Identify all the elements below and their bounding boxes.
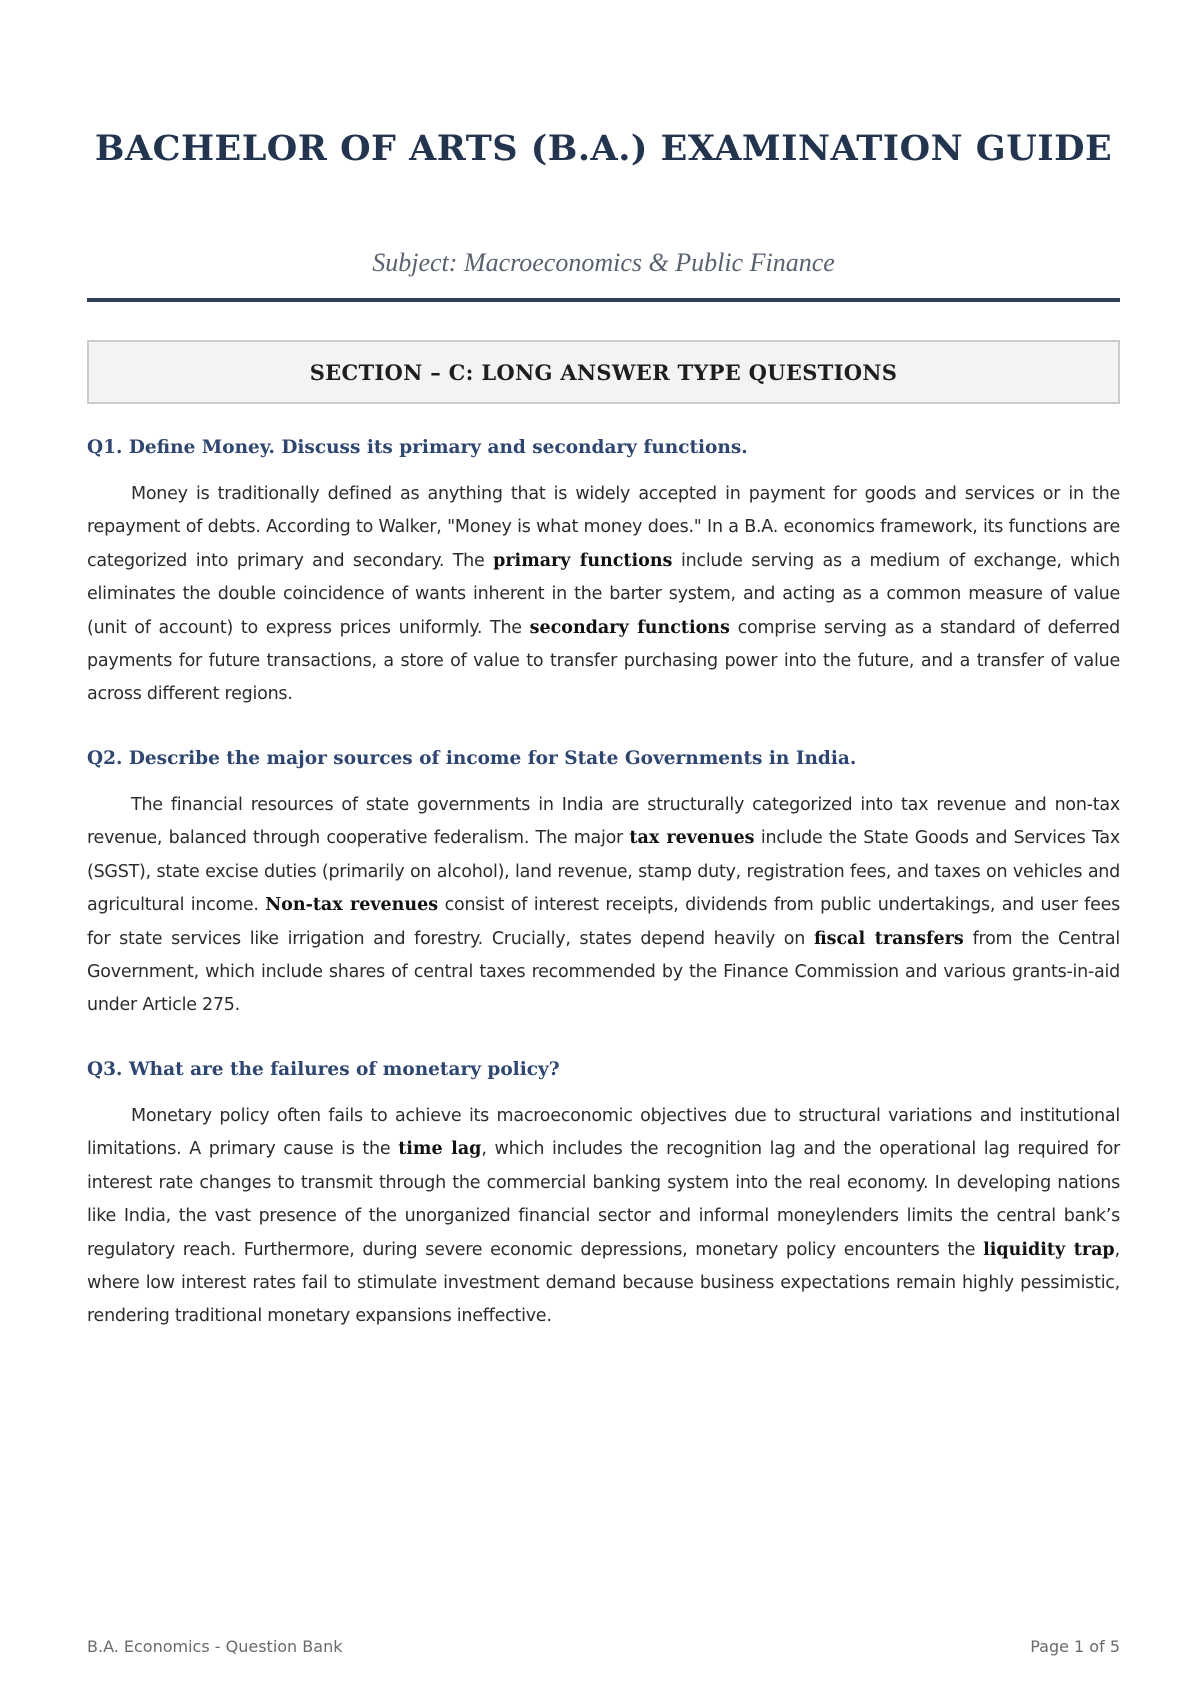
question-block-1 <box>87 436 1120 712</box>
answer-paragraph <box>87 1100 1120 1334</box>
answer-key-term: secondary functions <box>529 617 730 638</box>
answer-text: The financial resources of state governments in India are structurally categorized into tax revenue and non-tax revenue, balanced through cooperative federalism. The major <box>87 795 1120 849</box>
answer-text: include serving as a medium of exchange, which eliminates the double coincidence of wants inherent in the barter system, and acting as a common measure of value (unit of account) to express prices uniformly. The <box>87 550 1120 638</box>
answer-text: include the State Goods and Services Tax (SGST), state excise duties (primarily on alcohol), land revenue, stamp duty, registration fees, and taxes on vehicles and agricultural income. <box>87 828 1120 916</box>
title-divider <box>87 298 1120 302</box>
question-block-3 <box>87 1058 1120 1334</box>
answer-paragraph <box>87 478 1120 712</box>
answer-key-term: liquidity trap <box>983 1239 1115 1260</box>
footer-document-name: B.A. Economics - Question Bank <box>87 1637 343 1656</box>
answer-text: consist of interest receipts, dividends from public undertakings, and user fees for state services like irrigation and forestry. Crucially, states depend heavily on <box>87 895 1120 949</box>
section-heading: SECTION – C: LONG ANSWER TYPE QUESTIONS <box>309 359 898 385</box>
answer-text: , which includes the recognition lag and the operational lag required for interest rate changes to transmit through the commercial banking system into the real economy. In developing nations like India, the vast presence of the unorganized financial sector and informal moneylenders limits the central bank’s regulatory reach. Furthermore, during severe economic depressions, monetary policy encounters the <box>87 1139 1120 1260</box>
document-title: BACHELOR OF ARTS (B.A.) EXAMINATION GUIDE <box>94 128 1113 169</box>
answer-paragraph <box>87 789 1120 1023</box>
question-heading: Q2. Describe the major sources of income for State Governments in India. <box>87 748 857 769</box>
document-subtitle: Subject: Macroeconomics & Public Finance <box>372 248 835 277</box>
question-heading: Q3. What are the failures of monetary policy? <box>87 1059 560 1080</box>
answer-key-term: Non-tax revenues <box>265 895 439 916</box>
answer-text: Monetary policy often fails to achieve its macroeconomic objectives due to structural variations and institutional limitations. A primary cause is the <box>87 1106 1120 1160</box>
page-footer <box>87 1637 1120 1656</box>
answer-key-term: tax revenues <box>629 828 755 849</box>
section-header-box <box>87 340 1120 404</box>
footer-page-number: Page 1 of 5 <box>1030 1637 1120 1656</box>
question-block-2 <box>87 747 1120 1023</box>
answer-text: Money is traditionally defined as anything that is widely accepted in payment for goods and services or in the repayment of debts. According to Walker, "Money is what money does." In a B.A. economics framework, its functions are categorized into primary and secondary. The <box>87 484 1120 571</box>
answer-key-term: primary functions <box>493 550 673 571</box>
answer-key-term: fiscal transfers <box>813 928 964 949</box>
answer-text: comprise serving as a standard of deferred payments for future transactions, a store of value to transfer purchasing power into the future, and a transfer of value across different regions. <box>87 617 1120 705</box>
answer-text: , where low interest rates fail to stimulate investment demand because business expectations remain highly pessimistic, rendering traditional monetary expansions ineffective. <box>87 1239 1120 1327</box>
answer-key-term: time lag <box>398 1139 482 1160</box>
question-heading: Q1. Define Money. Discuss its primary and secondary functions. <box>87 437 748 458</box>
answer-text: from the Central Government, which include shares of central taxes recommended by the Finance Commission and various grants-in-aid under Article 275. <box>87 928 1120 1016</box>
